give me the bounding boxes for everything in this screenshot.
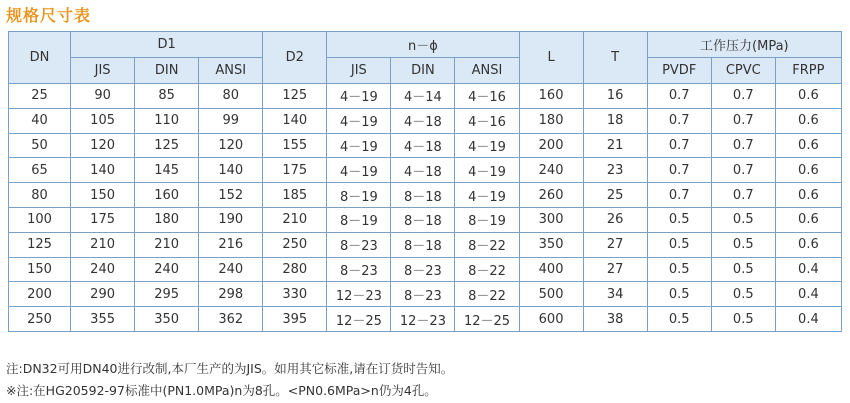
table-cell: 185 — [263, 183, 327, 208]
table-cell: 16 — [583, 84, 647, 109]
table-cell: 350 — [135, 307, 199, 332]
header-d2: D2 — [263, 32, 327, 84]
table-cell: 0.5 — [647, 232, 711, 257]
table-row — [9, 84, 842, 109]
subheader-frpp: FRPP — [775, 58, 841, 84]
table-row — [9, 108, 842, 133]
table-cell: 140 — [71, 158, 135, 183]
table-cell: 100 — [9, 207, 71, 232]
spec-table — [8, 31, 842, 332]
table-cell: 290 — [71, 282, 135, 307]
table-cell: 190 — [199, 207, 263, 232]
table-cell: 0.5 — [711, 307, 775, 332]
table-cell: 0.5 — [647, 282, 711, 307]
table-cell: 210 — [263, 207, 327, 232]
table-cell: 8－23 — [327, 232, 391, 257]
table-cell: 216 — [199, 232, 263, 257]
table-cell: 0.6 — [775, 84, 841, 109]
table-cell: 300 — [519, 207, 583, 232]
table-cell: 4－18 — [391, 133, 455, 158]
table-cell: 125 — [263, 84, 327, 109]
table-cell: 175 — [71, 207, 135, 232]
table-cell: 150 — [71, 183, 135, 208]
table-row — [9, 307, 842, 332]
table-cell: 125 — [135, 133, 199, 158]
table-cell: 25 — [9, 84, 71, 109]
header-n-phi: n－ϕ — [327, 32, 519, 58]
table-cell: 12－23 — [391, 307, 455, 332]
table-cell: 260 — [519, 183, 583, 208]
table-cell: 8－23 — [391, 282, 455, 307]
header-pressure: 工作压力(MPa) — [647, 32, 841, 58]
table-cell: 0.5 — [647, 207, 711, 232]
table-cell: 12－25 — [327, 307, 391, 332]
table-cell: 4－16 — [455, 84, 519, 109]
table-row — [9, 158, 842, 183]
table-cell: 12－25 — [455, 307, 519, 332]
table-cell: 0.7 — [711, 158, 775, 183]
table-cell: 125 — [9, 232, 71, 257]
table-cell: 175 — [263, 158, 327, 183]
header-d1: D1 — [71, 32, 263, 58]
table-cell: 8－23 — [391, 257, 455, 282]
table-cell: 180 — [519, 108, 583, 133]
header-t: T — [583, 32, 647, 84]
table-cell: 0.7 — [711, 108, 775, 133]
table-cell: 4－18 — [391, 108, 455, 133]
table-row — [9, 257, 842, 282]
table-cell: 8－22 — [455, 257, 519, 282]
table-cell: 8－19 — [327, 207, 391, 232]
table-cell: 0.5 — [647, 257, 711, 282]
table-cell: 250 — [9, 307, 71, 332]
table-cell: 85 — [135, 84, 199, 109]
table-cell: 80 — [199, 84, 263, 109]
table-cell: 0.7 — [647, 133, 711, 158]
table-cell: 25 — [583, 183, 647, 208]
table-row — [9, 133, 842, 158]
table-cell: 0.6 — [775, 183, 841, 208]
page-title: 规格尺寸表 — [6, 6, 92, 25]
table-cell: 80 — [9, 183, 71, 208]
table-cell: 4－19 — [455, 183, 519, 208]
table-cell: 0.5 — [711, 257, 775, 282]
table-cell: 8－18 — [391, 232, 455, 257]
table-cell: 155 — [263, 133, 327, 158]
table-cell: 200 — [9, 282, 71, 307]
table-cell: 4－19 — [327, 108, 391, 133]
notes — [6, 358, 453, 402]
subheader-row — [9, 58, 842, 84]
table-cell: 500 — [519, 282, 583, 307]
table-cell: 26 — [583, 207, 647, 232]
table-cell: 400 — [519, 257, 583, 282]
table-cell: 27 — [583, 232, 647, 257]
table-cell: 8－18 — [391, 183, 455, 208]
table-cell: 150 — [9, 257, 71, 282]
table-cell: 0.7 — [647, 158, 711, 183]
table-cell: 395 — [263, 307, 327, 332]
note-line: ※注:在HG20592-97标准中(PN1.0MPa)n为8孔。<PN0.6MPa>n仍为4孔。 — [6, 383, 437, 398]
table-cell: 210 — [71, 232, 135, 257]
table-cell: 0.7 — [711, 133, 775, 158]
table-cell: 50 — [9, 133, 71, 158]
table-cell: 210 — [135, 232, 199, 257]
table-cell: 0.6 — [775, 108, 841, 133]
table-cell: 4－19 — [455, 133, 519, 158]
table-cell: 280 — [263, 257, 327, 282]
table-cell: 120 — [199, 133, 263, 158]
table-cell: 0.5 — [711, 207, 775, 232]
table-cell: 200 — [519, 133, 583, 158]
table-cell: 240 — [519, 158, 583, 183]
table-cell: 4－18 — [391, 158, 455, 183]
table-header — [9, 32, 842, 84]
table-cell: 0.5 — [711, 232, 775, 257]
table-cell: 240 — [199, 257, 263, 282]
table-cell: 8－22 — [455, 232, 519, 257]
table-cell: 0.5 — [711, 282, 775, 307]
table-cell: 330 — [263, 282, 327, 307]
table-cell: 295 — [135, 282, 199, 307]
table-cell: 0.6 — [775, 207, 841, 232]
table-cell: 4－14 — [391, 84, 455, 109]
table-cell: 18 — [583, 108, 647, 133]
table-cell: 298 — [199, 282, 263, 307]
table-cell: 4－16 — [455, 108, 519, 133]
table-cell: 4－19 — [327, 133, 391, 158]
table-row — [9, 282, 842, 307]
table-cell: 362 — [199, 307, 263, 332]
table-cell: 0.6 — [775, 133, 841, 158]
table-cell: 160 — [519, 84, 583, 109]
table-cell: 110 — [135, 108, 199, 133]
table-cell: 350 — [519, 232, 583, 257]
table-cell: 8－18 — [391, 207, 455, 232]
table-cell: 0.7 — [711, 84, 775, 109]
table-cell: 240 — [135, 257, 199, 282]
table-cell: 0.6 — [775, 158, 841, 183]
table-cell: 12－23 — [327, 282, 391, 307]
table-cell: 8－22 — [455, 282, 519, 307]
table-cell: 90 — [71, 84, 135, 109]
table-cell: 38 — [583, 307, 647, 332]
table-cell: 65 — [9, 158, 71, 183]
table-cell: 355 — [71, 307, 135, 332]
table-cell: 21 — [583, 133, 647, 158]
table-cell: 40 — [9, 108, 71, 133]
subheader-d1-din: DIN — [135, 58, 199, 84]
table-cell: 4－19 — [327, 158, 391, 183]
table-cell: 4－19 — [327, 84, 391, 109]
table-cell: 140 — [263, 108, 327, 133]
table-cell: 180 — [135, 207, 199, 232]
table-cell: 600 — [519, 307, 583, 332]
table-cell: 145 — [135, 158, 199, 183]
table-cell: 152 — [199, 183, 263, 208]
table-cell: 34 — [583, 282, 647, 307]
table-cell: 0.7 — [647, 183, 711, 208]
table-body — [9, 84, 842, 332]
table-cell: 0.5 — [647, 307, 711, 332]
table-cell: 8－19 — [455, 207, 519, 232]
subheader-nphi-jis: JIS — [327, 58, 391, 84]
table-cell: 160 — [135, 183, 199, 208]
table-cell: 4－19 — [455, 158, 519, 183]
table-cell: 23 — [583, 158, 647, 183]
table-cell: 0.4 — [775, 257, 841, 282]
subheader-d1-jis: JIS — [71, 58, 135, 84]
note-line: 注:DN32可用DN40进行改制,本厂生产的为JIS。如用其它标准,请在订货时告知。 — [6, 361, 454, 376]
table-cell: 0.6 — [775, 232, 841, 257]
header-l: L — [519, 32, 583, 84]
table-cell: 27 — [583, 257, 647, 282]
table-cell: 140 — [199, 158, 263, 183]
table-row — [9, 183, 842, 208]
header-row — [9, 32, 842, 58]
table-cell: 250 — [263, 232, 327, 257]
subheader-nphi-ansi: ANSI — [455, 58, 519, 84]
header-dn: DN — [9, 32, 71, 84]
table-cell: 8－23 — [327, 257, 391, 282]
subheader-cpvc: CPVC — [711, 58, 775, 84]
table-cell: 0.7 — [647, 84, 711, 109]
table-cell: 0.4 — [775, 307, 841, 332]
subheader-d1-ansi: ANSI — [199, 58, 263, 84]
subheader-pvdf: PVDF — [647, 58, 711, 84]
table-cell: 8－19 — [327, 183, 391, 208]
subheader-nphi-din: DIN — [391, 58, 455, 84]
table-cell: 99 — [199, 108, 263, 133]
table-cell: 120 — [71, 133, 135, 158]
table-cell: 0.7 — [711, 183, 775, 208]
table-row — [9, 232, 842, 257]
table-row — [9, 207, 842, 232]
table-cell: 240 — [71, 257, 135, 282]
table-cell: 0.4 — [775, 282, 841, 307]
table-cell: 0.7 — [647, 108, 711, 133]
table-cell: 105 — [71, 108, 135, 133]
